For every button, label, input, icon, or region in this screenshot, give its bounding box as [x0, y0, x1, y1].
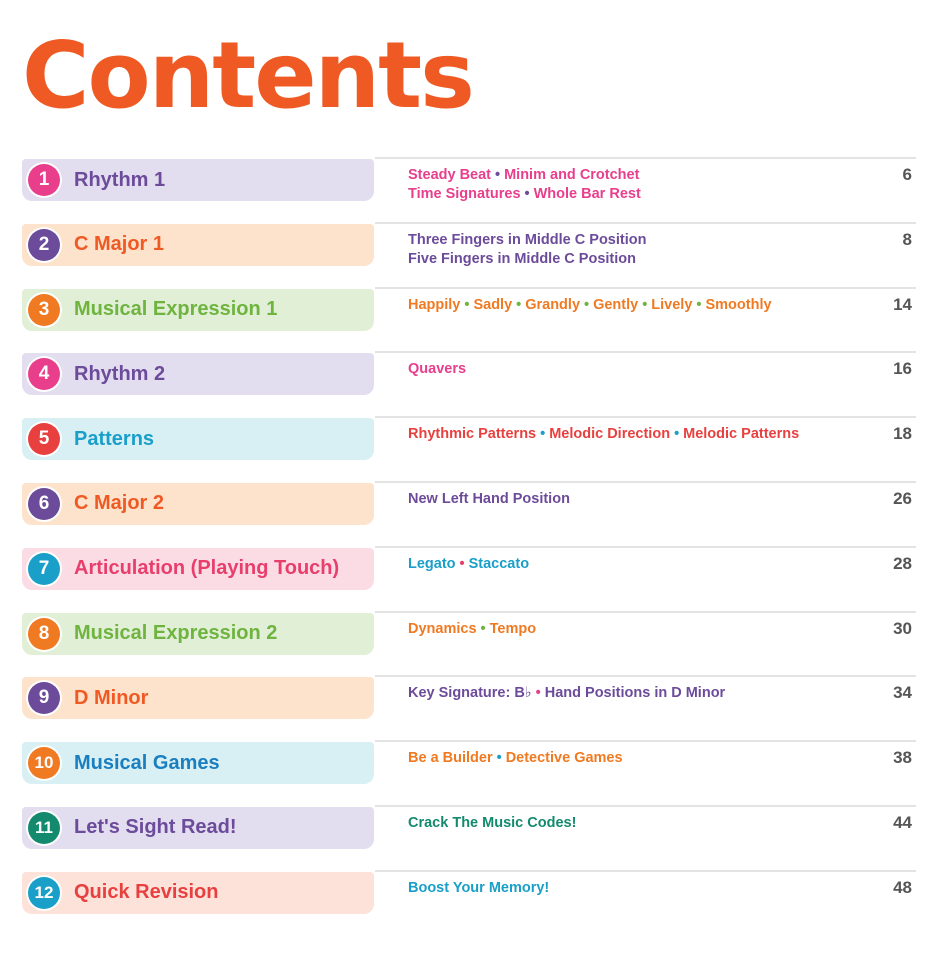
chapter-title[interactable]: Patterns — [74, 427, 155, 450]
divider — [375, 481, 916, 483]
chapter-title[interactable]: Let's Sight Read! — [74, 816, 237, 839]
divider — [375, 157, 916, 159]
divider — [375, 351, 916, 353]
topic-line — [408, 296, 858, 315]
chapter-topics — [408, 490, 858, 509]
topic-line — [408, 250, 858, 269]
divider — [375, 675, 916, 677]
topic-item: Dynamics — [408, 620, 477, 637]
page-number[interactable]: 6 — [902, 165, 912, 184]
page-number[interactable]: 34 — [893, 683, 912, 703]
divider — [375, 222, 916, 224]
chapter-title[interactable]: Articulation (Playing Touch) — [74, 557, 340, 580]
chapter-topics — [408, 166, 858, 204]
chapter-number-badge: 2 — [28, 229, 60, 261]
bullet-separator: • — [696, 296, 702, 313]
chapter-title[interactable]: Rhythm 1 — [74, 168, 166, 191]
topic-item: Detective Games — [505, 750, 623, 767]
topic-item: Key Signature: B♭ — [408, 685, 532, 702]
chapter-row[interactable] — [0, 416, 952, 481]
page-number[interactable]: 26 — [893, 488, 912, 508]
chapter-number-badge: 11 — [28, 812, 60, 844]
topic-line — [408, 879, 858, 898]
chapter-topics — [408, 879, 858, 898]
chapter-number-badge: 3 — [28, 294, 60, 326]
page-number[interactable]: 8 — [902, 229, 912, 249]
bullet-separator: • — [464, 296, 470, 313]
page-number[interactable]: 44 — [893, 812, 912, 832]
chapter-number-badge: 5 — [28, 423, 60, 455]
page-number[interactable]: 30 — [893, 618, 912, 638]
divider — [375, 870, 916, 872]
chapter-row[interactable] — [0, 222, 952, 287]
topic-line — [408, 620, 858, 639]
chapter-topics — [408, 814, 858, 833]
bullet-separator: • — [540, 426, 546, 443]
bullet-separator: • — [674, 426, 680, 443]
chapter-topics — [408, 360, 858, 379]
topic-line — [408, 166, 858, 185]
topic-item: Steady Beat — [408, 167, 492, 183]
chapter-topics — [408, 684, 858, 703]
divider — [375, 740, 916, 742]
topic-line — [408, 425, 858, 444]
topic-item: Gently — [593, 296, 639, 313]
topic-item: Crack The Music Codes! — [408, 814, 577, 831]
topic-item: Whole Bar Rest — [533, 186, 641, 202]
topic-line — [408, 231, 858, 250]
topic-item: Minim and Crotchet — [504, 167, 640, 183]
chapter-title[interactable]: Rhythm 2 — [74, 362, 166, 385]
chapter-title[interactable]: C Major 2 — [74, 492, 165, 515]
bullet-separator: • — [642, 296, 648, 313]
topic-item: Three Fingers in Middle C Position — [408, 231, 647, 248]
topic-line — [408, 684, 858, 703]
topic-item: Time Signatures — [408, 186, 521, 202]
chapter-row[interactable] — [0, 740, 952, 805]
topic-item: Staccato — [468, 555, 530, 572]
chapter-row[interactable] — [0, 546, 952, 611]
topic-item: Boost Your Memory! — [408, 879, 550, 896]
topic-item: Be a Builder — [408, 750, 493, 767]
divider — [375, 287, 916, 289]
page-title: Contents — [22, 22, 473, 129]
page-number[interactable]: 38 — [893, 748, 912, 768]
chapter-row[interactable] — [0, 481, 952, 546]
chapter-number-badge: 4 — [28, 358, 60, 390]
bullet-separator: • — [516, 296, 522, 313]
chapter-row[interactable] — [0, 157, 952, 222]
chapter-number-badge: 10 — [28, 747, 60, 779]
topic-line — [408, 490, 858, 509]
bullet-separator: • — [496, 750, 502, 767]
chapter-topics — [408, 749, 858, 768]
bullet-separator: • — [524, 186, 530, 202]
divider — [375, 611, 916, 613]
chapter-number-badge: 6 — [28, 488, 60, 520]
chapter-topics — [408, 555, 858, 574]
topic-item: Legato — [408, 555, 456, 572]
chapter-row[interactable] — [0, 675, 952, 740]
topic-item: Hand Positions in D Minor — [544, 685, 726, 702]
page-number[interactable]: 28 — [893, 553, 912, 573]
topic-item: Melodic Patterns — [683, 426, 800, 443]
contents-list — [0, 157, 952, 935]
page-number[interactable]: 18 — [893, 424, 912, 444]
chapter-number-badge: 12 — [28, 877, 60, 909]
topic-line — [408, 814, 858, 833]
divider — [375, 546, 916, 548]
topic-line — [408, 749, 858, 768]
chapter-title[interactable]: Musical Expression 1 — [74, 298, 278, 321]
chapter-number-badge: 1 — [28, 164, 60, 196]
chapter-number-badge: 9 — [28, 682, 60, 714]
divider — [375, 805, 916, 807]
bullet-separator: • — [535, 685, 541, 702]
chapter-topics — [408, 296, 858, 315]
bullet-separator: • — [480, 620, 486, 637]
page-number[interactable]: 16 — [893, 359, 912, 379]
bullet-separator: • — [459, 555, 465, 572]
bullet-separator: • — [584, 296, 590, 313]
divider — [375, 416, 916, 418]
chapter-row[interactable] — [0, 611, 952, 676]
topic-item: Lively — [651, 296, 693, 313]
chapter-title[interactable]: Musical Expression 2 — [74, 622, 278, 645]
chapter-row[interactable] — [0, 870, 952, 935]
topic-item: Grandly — [525, 296, 581, 313]
chapter-row[interactable] — [0, 351, 952, 416]
topic-line — [408, 360, 858, 379]
topic-item: Happily — [408, 296, 461, 313]
chapter-number-badge: 8 — [28, 618, 60, 650]
chapter-title[interactable]: D Minor — [74, 686, 149, 709]
topic-item: New Left Hand Position — [408, 490, 570, 507]
chapter-row[interactable] — [0, 805, 952, 870]
topic-item: Smoothly — [705, 296, 772, 313]
topic-item: Rhythmic Patterns — [408, 426, 537, 443]
chapter-title[interactable]: C Major 1 — [74, 233, 165, 256]
topic-item: Tempo — [489, 620, 537, 637]
chapter-topics — [408, 620, 858, 639]
topic-item: Quavers — [408, 361, 467, 378]
bullet-separator: • — [495, 167, 501, 183]
topic-item: Melodic Direction — [549, 426, 671, 443]
chapter-title[interactable]: Musical Games — [74, 751, 220, 774]
topic-line — [408, 185, 858, 204]
page-number[interactable]: 48 — [893, 877, 912, 897]
topic-line — [408, 555, 858, 574]
chapter-row[interactable] — [0, 287, 952, 352]
topic-item: Sadly — [473, 296, 513, 313]
chapter-title[interactable]: Quick Revision — [74, 881, 219, 904]
topic-item: Five Fingers in Middle C Position — [408, 250, 636, 267]
chapter-number-badge: 7 — [28, 553, 60, 585]
chapter-topics — [408, 425, 858, 444]
chapter-topics — [408, 231, 858, 269]
page-number[interactable]: 14 — [893, 294, 912, 314]
